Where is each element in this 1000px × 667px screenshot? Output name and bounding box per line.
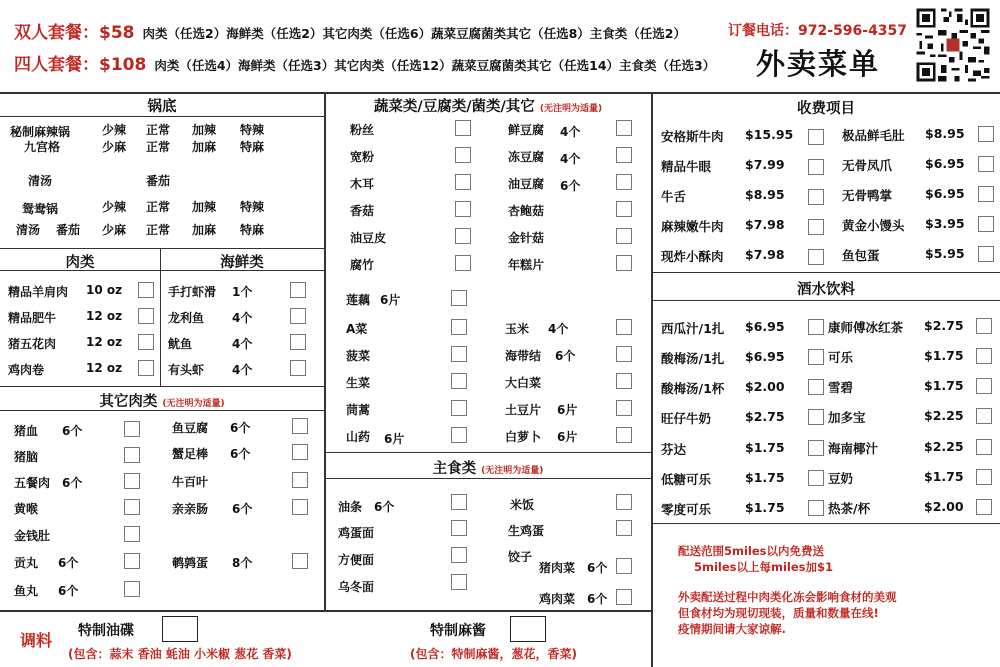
other-meat-item-name: 鱼豆腐 <box>172 421 209 435</box>
other-meat-item-qty: 8个 <box>232 556 253 570</box>
other-meat-item-qty: 6个 <box>58 584 79 598</box>
veg-title-text: 蔬菜类/豆腐类/菌类/其它 <box>373 99 535 115</box>
fee-item-checkbox[interactable] <box>978 186 994 202</box>
staple-item-qty: 6个 <box>374 500 395 514</box>
seafood-item-name: 有头虾 <box>168 363 205 377</box>
yy-numb-1[interactable]: 少麻 <box>102 223 127 237</box>
veg-item-checkbox[interactable] <box>455 174 471 190</box>
meat-item-qty: 12 oz <box>86 335 123 349</box>
fee-item-name: 黄金小馒头 <box>842 218 905 233</box>
staple-item-checkbox[interactable] <box>616 494 632 510</box>
veg-item-checkbox[interactable] <box>455 120 471 136</box>
fees-section-title: 收费项目 <box>797 101 855 117</box>
drink-item-name: 低糖可乐 <box>661 472 712 487</box>
spicy-level-4[interactable]: 特辣 <box>240 123 265 137</box>
other-meat-item-name: 贡丸 <box>14 556 39 570</box>
yy-tomato-option[interactable]: 番茄 <box>56 223 81 237</box>
veg-item-checkbox[interactable] <box>616 255 632 271</box>
drink-item-checkbox[interactable] <box>808 349 824 365</box>
drink-item-name: 雪碧 <box>828 380 854 395</box>
spicy-level-2[interactable]: 正常 <box>146 123 171 137</box>
veg-item-name: 海带结 <box>505 349 542 363</box>
numb-level-3[interactable]: 加麻 <box>192 140 217 154</box>
veg-item-name: 香菇 <box>350 204 375 218</box>
drink-item-checkbox[interactable] <box>808 409 824 425</box>
veg-item-name: 山药 <box>346 430 371 444</box>
veg-item-checkbox[interactable] <box>455 201 471 217</box>
veg-note: (无注明为适量) <box>539 104 603 114</box>
drink-item-price: $2.00 <box>924 499 964 514</box>
combo2-row <box>14 18 686 43</box>
staple-item-name: 猪肉菜 <box>539 561 576 575</box>
meat-item-checkbox[interactable] <box>138 308 154 324</box>
other-meat-item-qty: 6个 <box>230 421 251 435</box>
drink-item-price: $2.25 <box>924 439 964 454</box>
staple-item-name: 方便面 <box>338 553 375 567</box>
seafood-section-title: 海鲜类 <box>220 255 264 271</box>
spicy-level-3[interactable]: 加辣 <box>192 123 217 137</box>
veg-item-qty: 6个 <box>555 349 576 363</box>
other-meat-item-name: 猪脑 <box>14 450 39 464</box>
fee-item-name: 极品鲜毛肚 <box>842 128 905 143</box>
menu-title: 外卖菜单 <box>756 47 881 81</box>
fee-item-checkbox[interactable] <box>978 216 994 232</box>
drink-item-checkbox[interactable] <box>808 379 824 395</box>
drink-item-checkbox[interactable] <box>976 318 992 334</box>
combo2-label: 双人套餐： <box>14 23 99 43</box>
fee-item-checkbox[interactable] <box>808 129 824 145</box>
seafood-item-qty: 4个 <box>232 363 253 377</box>
meat-item-name: 精品肥牛 <box>8 311 57 325</box>
clear-soup-option[interactable]: 清汤 <box>28 174 53 188</box>
meat-item-checkbox[interactable] <box>138 360 154 376</box>
staple-item-checkbox[interactable] <box>616 520 632 536</box>
veg-item-checkbox[interactable] <box>451 427 467 443</box>
other-meat-item-name: 金钱肚 <box>14 529 51 543</box>
staple-item-name: 鸡蛋面 <box>338 526 375 540</box>
veg-item-checkbox[interactable] <box>616 400 632 416</box>
drink-item-price: $2.75 <box>745 409 785 424</box>
veg-item-name: 玉米 <box>505 322 530 336</box>
seafood-item-checkbox[interactable] <box>290 334 306 350</box>
drink-item-name: 酸梅汤/1杯 <box>661 381 725 396</box>
meat-item-name: 精品羊肩肉 <box>8 285 69 299</box>
seafood-item-name: 龙利鱼 <box>168 311 205 325</box>
drink-item-price: $1.75 <box>924 348 964 363</box>
fee-item-checkbox[interactable] <box>808 159 824 175</box>
fee-item-price: $15.95 <box>745 127 794 142</box>
fee-item-name: 现炸小酥肉 <box>661 249 724 264</box>
yy-clear-option[interactable]: 清汤 <box>16 223 41 237</box>
drink-item-name: 零度可乐 <box>661 502 712 517</box>
other-meat-item-qty: 6个 <box>62 424 83 438</box>
other-meat-note: (无注明为适量) <box>162 399 225 409</box>
drink-item-checkbox[interactable] <box>976 348 992 364</box>
combo4-price: $108 <box>99 55 147 75</box>
notice-line-1: 外卖配送过程中肉类化冻会影响食材的美观 <box>678 590 897 604</box>
sauce-section-title: 调料 <box>20 631 53 650</box>
fee-item-checkbox[interactable] <box>808 189 824 205</box>
seafood-item-name: 鱿鱼 <box>168 337 193 351</box>
veg-item-name: 年糕片 <box>508 258 545 272</box>
oil-dish-desc: (包含：蒜末 香油 蚝油 小米椒 葱花 香菜) <box>68 647 292 661</box>
sesame-sauce-desc: (包含：特制麻酱，葱花，香菜) <box>410 647 577 661</box>
staple-item-name: 饺子 <box>508 550 533 564</box>
staple-item-name: 油条 <box>338 500 363 514</box>
veg-item-name: 油豆腐 <box>508 177 545 191</box>
numb-level-1[interactable]: 少麻 <box>102 140 127 154</box>
meat-item-qty: 12 oz <box>86 309 123 323</box>
yy-spicy-4[interactable]: 特辣 <box>240 200 265 214</box>
drink-item-name: 康师傅冰红茶 <box>828 320 904 335</box>
jiugongge-name: 九宫格 <box>24 140 61 154</box>
veg-item-name: 大白菜 <box>505 376 542 390</box>
fee-item-name: 无骨鸭掌 <box>842 188 893 203</box>
notice-line-2: 但食材均为现切现装，质量和数量在线! <box>678 606 879 620</box>
veg-item-name: 菠菜 <box>346 349 371 363</box>
order-phone: 订餐电话：972-596-4357 <box>728 23 908 39</box>
drinks-section-title: 酒水饮料 <box>797 282 855 298</box>
drink-item-price: $1.75 <box>924 469 964 484</box>
veg-item-qty: 6片 <box>557 430 578 444</box>
veg-item-name: 腐竹 <box>350 258 375 272</box>
drink-item-name: 豆奶 <box>828 471 854 486</box>
yuanyang-pot-name: 鸳鸯锅 <box>22 202 59 216</box>
other-meat-item-checkbox[interactable] <box>124 447 140 463</box>
drink-item-checkbox[interactable] <box>808 500 824 516</box>
staple-item-name: 乌冬面 <box>338 580 375 594</box>
veg-item-checkbox[interactable] <box>455 228 471 244</box>
veg-item-name: 冻豆腐 <box>508 150 545 164</box>
combo2-desc: 肉类（任选2）海鲜类（任选2）其它肉类（任选6）蔬菜豆腐菌类其它（任选8）主食类（任选2） <box>142 26 686 41</box>
seafood-item-name: 手打虾滑 <box>168 285 217 299</box>
other-meat-item-checkbox[interactable] <box>124 421 140 437</box>
veg-item-checkbox[interactable] <box>616 346 632 362</box>
veg-item-name: 生菜 <box>346 376 371 390</box>
yy-numb-4[interactable]: 特麻 <box>240 223 265 237</box>
veg-item-checkbox[interactable] <box>616 427 632 443</box>
other-meat-item-checkbox[interactable] <box>124 581 140 597</box>
fee-item-price: $6.95 <box>925 156 965 171</box>
staple-item-qty: 6个 <box>587 561 608 575</box>
veg-item-qty: 4个 <box>560 152 581 166</box>
staple-item-name: 鸡肉菜 <box>539 592 576 606</box>
fee-item-name: 牛舌 <box>661 189 687 204</box>
veg-item-name: 木耳 <box>350 177 375 191</box>
seafood-item-qty: 4个 <box>232 311 253 325</box>
other-meat-item-qty: 6个 <box>232 502 253 516</box>
spicy-level-1[interactable]: 少辣 <box>102 123 127 137</box>
veg-item-checkbox[interactable] <box>616 120 632 136</box>
veg-item-checkbox[interactable] <box>451 290 467 306</box>
other-meat-item-name: 牛百叶 <box>172 475 209 489</box>
numb-level-2[interactable]: 正常 <box>146 140 171 154</box>
veg-item-name: 白萝卜 <box>505 430 542 444</box>
meat-section-title: 肉类 <box>65 255 95 271</box>
fee-item-name: 鱼包蛋 <box>842 248 880 263</box>
drink-item-price: $1.75 <box>745 440 785 455</box>
drink-item-checkbox[interactable] <box>808 319 824 335</box>
other-meat-item-checkbox[interactable] <box>292 444 308 460</box>
drink-item-name: 可乐 <box>828 350 854 365</box>
meat-item-checkbox[interactable] <box>138 282 154 298</box>
seafood-item-checkbox[interactable] <box>290 308 306 324</box>
combo4-label: 四人套餐： <box>14 55 99 75</box>
veg-item-name: 粉丝 <box>350 123 375 137</box>
staple-item-checkbox[interactable] <box>451 494 467 510</box>
drink-item-name: 旺仔牛奶 <box>661 411 712 426</box>
veg-item-name: 杏鲍菇 <box>508 204 545 218</box>
veg-item-qty: 4个 <box>548 322 569 336</box>
staple-item-qty: 6个 <box>587 592 608 606</box>
veg-item-qty: 6片 <box>384 432 405 446</box>
staple-item-name: 生鸡蛋 <box>508 524 545 538</box>
drink-item-checkbox[interactable] <box>808 470 824 486</box>
veg-item-checkbox[interactable] <box>451 319 467 335</box>
meat-item-name: 猪五花肉 <box>8 337 57 351</box>
fee-item-price: $3.95 <box>925 216 965 231</box>
combo4-row <box>14 50 715 75</box>
seafood-item-qty: 1个 <box>232 285 253 299</box>
drink-item-price: $2.25 <box>924 408 964 423</box>
veg-item-checkbox[interactable] <box>451 400 467 416</box>
fee-item-checkbox[interactable] <box>978 156 994 172</box>
veg-item-name: 宽粉 <box>350 150 375 164</box>
fee-item-price: $8.95 <box>925 126 965 141</box>
staple-item-checkbox[interactable] <box>451 547 467 563</box>
other-meat-item-checkbox[interactable] <box>292 472 308 488</box>
other-meat-item-checkbox[interactable] <box>124 526 140 542</box>
fee-item-name: 麻辣嫩牛肉 <box>661 219 724 234</box>
staple-item-checkbox[interactable] <box>451 520 467 536</box>
veg-item-qty: 4个 <box>560 125 581 139</box>
veg-item-name: 鲜豆腐 <box>508 123 545 137</box>
fee-item-price: $7.98 <box>745 217 785 232</box>
veg-item-name: A菜 <box>346 322 368 336</box>
numb-level-4[interactable]: 特麻 <box>240 140 265 154</box>
staple-title-text: 主食类 <box>432 461 477 477</box>
drink-item-price: $1.75 <box>745 500 785 515</box>
other-meat-item-checkbox[interactable] <box>292 418 308 434</box>
other-meat-title-text: 其它肉类 <box>99 394 158 410</box>
staple-item-name: 米饭 <box>510 498 535 512</box>
seafood-item-checkbox[interactable] <box>290 282 306 298</box>
fee-item-checkbox[interactable] <box>978 126 994 142</box>
drink-item-checkbox[interactable] <box>976 499 992 515</box>
drink-item-name: 西瓜汁/1扎 <box>661 321 725 336</box>
drink-item-price: $6.95 <box>745 349 785 364</box>
other-meat-item-name: 五餐肉 <box>14 476 51 490</box>
veg-item-checkbox[interactable] <box>616 174 632 190</box>
drink-item-checkbox[interactable] <box>976 378 992 394</box>
yy-spicy-1[interactable]: 少辣 <box>102 200 127 214</box>
meat-item-qty: 10 oz <box>86 283 123 297</box>
veg-item-checkbox[interactable] <box>616 373 632 389</box>
seafood-item-checkbox[interactable] <box>290 360 306 376</box>
drink-item-checkbox[interactable] <box>976 439 992 455</box>
veg-item-checkbox[interactable] <box>616 319 632 335</box>
veg-item-name: 茼蒿 <box>346 403 371 417</box>
other-meat-item-name: 猪血 <box>14 424 39 438</box>
fee-item-price: $5.95 <box>925 246 965 261</box>
veg-item-checkbox[interactable] <box>616 228 632 244</box>
fee-item-price: $6.95 <box>925 186 965 201</box>
staple-item-checkbox[interactable] <box>616 558 632 574</box>
drink-item-name: 海南椰汁 <box>828 441 879 456</box>
other-meat-item-name: 亲亲肠 <box>172 502 209 516</box>
veg-section-title <box>325 95 651 116</box>
drink-item-price: $6.95 <box>745 319 785 334</box>
veg-item-name: 莲藕 <box>346 293 371 307</box>
veg-item-qty: 6片 <box>380 293 401 307</box>
drink-item-name: 加多宝 <box>828 410 866 425</box>
veg-item-name: 油豆皮 <box>350 231 387 245</box>
mala-pot-name: 秘制麻辣锅 <box>10 125 71 139</box>
other-meat-item-name: 黄喉 <box>14 502 39 516</box>
other-meat-item-checkbox[interactable] <box>124 499 140 515</box>
notice-line-3: 疫情期间请大家谅解. <box>678 622 786 636</box>
staple-item-checkbox[interactable] <box>616 589 632 605</box>
veg-item-checkbox[interactable] <box>455 255 471 271</box>
fee-item-checkbox[interactable] <box>808 219 824 235</box>
drink-item-name: 热茶/杯 <box>828 501 871 516</box>
fee-item-checkbox[interactable] <box>978 246 994 262</box>
other-meat-item-checkbox[interactable] <box>292 499 308 515</box>
oil-dish-checkbox[interactable] <box>162 616 198 642</box>
drink-item-name: 芬达 <box>661 442 687 457</box>
veg-item-checkbox[interactable] <box>455 147 471 163</box>
yy-numb-2[interactable]: 正常 <box>146 223 171 237</box>
veg-item-qty: 6个 <box>560 179 581 193</box>
drink-item-name: 酸梅汤/1扎 <box>661 351 725 366</box>
fee-item-name: 无骨凤爪 <box>842 158 893 173</box>
yy-numb-3[interactable]: 加麻 <box>192 223 217 237</box>
fee-item-name: 安格斯牛肉 <box>661 129 724 144</box>
seafood-item-qty: 4个 <box>232 337 253 351</box>
other-meat-item-name: 蟹足棒 <box>172 447 209 461</box>
fee-item-checkbox[interactable] <box>808 249 824 265</box>
yy-spicy-3[interactable]: 加辣 <box>192 200 217 214</box>
fee-item-name: 精品牛眼 <box>661 159 712 174</box>
drink-item-price: $2.00 <box>745 379 785 394</box>
combo2-price: $58 <box>99 23 135 43</box>
sesame-sauce-label: 特制麻酱 <box>430 623 486 639</box>
fee-item-price: $7.99 <box>745 157 785 172</box>
other-meat-item-checkbox[interactable] <box>124 473 140 489</box>
drink-item-price: $1.75 <box>745 470 785 485</box>
veg-item-name: 金针菇 <box>508 231 545 245</box>
other-meat-item-checkbox[interactable] <box>124 553 140 569</box>
qr-code-icon[interactable] <box>914 6 992 84</box>
other-meat-item-qty: 6个 <box>230 447 251 461</box>
sesame-sauce-checkbox[interactable] <box>510 616 546 642</box>
other-meat-section-title <box>0 390 324 411</box>
meat-item-name: 鸡肉卷 <box>8 363 45 377</box>
veg-item-checkbox[interactable] <box>451 373 467 389</box>
staple-section-title <box>325 457 651 478</box>
oil-dish-label: 特制油碟 <box>78 623 134 639</box>
veg-item-name: 土豆片 <box>505 403 542 417</box>
yy-spicy-2[interactable]: 正常 <box>146 200 171 214</box>
meat-item-checkbox[interactable] <box>138 334 154 350</box>
drink-item-checkbox[interactable] <box>808 440 824 456</box>
fee-item-price: $8.95 <box>745 187 785 202</box>
other-meat-item-qty: 6个 <box>62 476 83 490</box>
veg-item-qty: 6片 <box>557 403 578 417</box>
delivery-range-text: 配送范围5miles以内免费送 <box>678 544 825 558</box>
other-meat-item-qty: 6个 <box>58 556 79 570</box>
other-meat-item-checkbox[interactable] <box>292 553 308 569</box>
combo4-desc: 肉类（任选4）海鲜类（任选3）其它肉类（任选12）蔬菜豆腐菌类其它（任选14）主食类（任选3） <box>154 58 716 73</box>
veg-item-checkbox[interactable] <box>616 201 632 217</box>
pot-section-title: 锅底 <box>147 99 177 115</box>
drink-item-price: $2.75 <box>924 318 964 333</box>
other-meat-item-name: 鱼丸 <box>14 584 39 598</box>
staple-item-checkbox[interactable] <box>451 574 467 590</box>
staple-note: (无注明为适量) <box>481 466 544 476</box>
fee-item-price: $7.98 <box>745 247 785 262</box>
drink-item-price: $1.75 <box>924 378 964 393</box>
drink-item-checkbox[interactable] <box>976 408 992 424</box>
meat-item-qty: 12 oz <box>86 361 123 375</box>
other-meat-item-name: 鹌鹑蛋 <box>172 556 209 570</box>
drink-item-checkbox[interactable] <box>976 469 992 485</box>
veg-item-checkbox[interactable] <box>616 147 632 163</box>
veg-item-checkbox[interactable] <box>451 346 467 362</box>
tomato-option[interactable]: 番茄 <box>146 174 171 188</box>
delivery-fee-text: 5miles以上每miles加$1 <box>694 560 834 574</box>
